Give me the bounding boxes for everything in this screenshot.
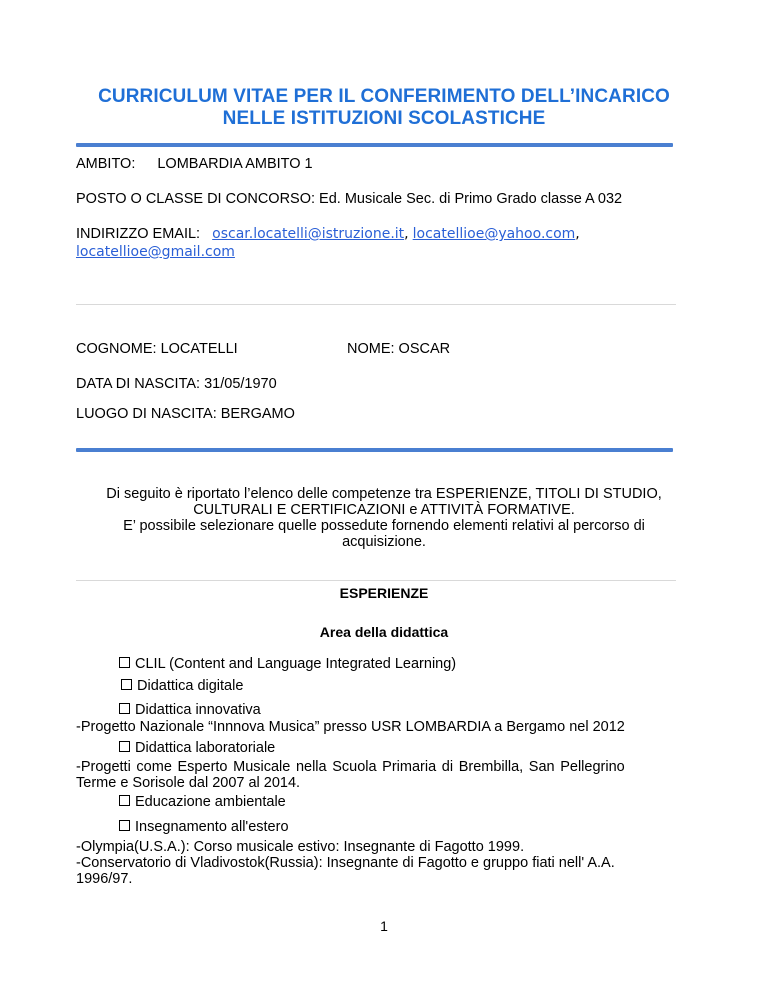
- cognome-field: COGNOME: LOCATELLI: [76, 341, 238, 357]
- laboratoriale-detail-line-1: -Progetti come Esperto Musicale nella Scuola Primaria di Brembilla, San Pellegrino: [76, 759, 625, 775]
- personal-divider: [76, 448, 673, 452]
- email-separator: ,: [404, 226, 409, 242]
- item-clil-label: CLIL (Content and Language Integrated Learning): [135, 656, 457, 672]
- estero-detail-line-3: 1996/97.: [76, 871, 133, 887]
- item-didattica-digitale[interactable]: [121, 677, 243, 695]
- item-didattica-innovativa[interactable]: [119, 701, 261, 719]
- checkbox-icon[interactable]: [119, 703, 130, 714]
- page-number: 1: [380, 918, 388, 934]
- checkbox-icon[interactable]: [119, 657, 130, 668]
- intro-line-3: E’ possibile selezionare quelle possedute fornendo elementi relativi al percorso di: [123, 518, 645, 534]
- laboratoriale-detail: [76, 759, 676, 791]
- email-row: [76, 225, 580, 243]
- item-clil[interactable]: [119, 655, 456, 673]
- item-insegnamento-estero[interactable]: [119, 818, 289, 836]
- ambito-value: LOMBARDIA AMBITO 1: [157, 156, 313, 172]
- title-line-2: NELLE ISTITUZIONI SCOLASTICHE: [222, 108, 546, 129]
- estero-detail-line-2: -Conservatorio di Vladivostok(Russia): Insegnante di Fagotto e gruppo fiati nell' A.A.: [76, 855, 615, 871]
- posto-row: POSTO O CLASSE DI CONCORSO: Ed. Musicale Sec. di Primo Grado classe A 032: [76, 191, 623, 207]
- luogo-nascita-field: LUOGO DI NASCITA: BERGAMO: [76, 406, 295, 422]
- section-heading: ESPERIENZE: [339, 585, 429, 601]
- item-laboratoriale-label: Didattica laboratoriale: [135, 740, 276, 756]
- title-divider: [76, 143, 673, 147]
- item-didattica-laboratoriale[interactable]: [119, 739, 275, 757]
- intro-line-4: acquisizione.: [342, 534, 426, 550]
- checkbox-icon[interactable]: [119, 795, 130, 806]
- email-link-gmail[interactable]: locatellioe@gmail.com: [76, 244, 235, 260]
- item-ambientale-label: Educazione ambientale: [135, 794, 286, 810]
- intro-line-1: Di seguito è riportato l’elenco delle competenze tra ESPERIENZE, TITOLI DI STUDIO,: [106, 486, 662, 502]
- email-link-yahoo[interactable]: locatellioe@yahoo.com: [412, 226, 576, 242]
- checkbox-icon[interactable]: [119, 741, 130, 752]
- ambito-label: AMBITO:: [76, 156, 136, 172]
- document-title: [60, 86, 708, 130]
- title-line-1: CURRICULUM VITAE PER IL CONFERIMENTO DELL’INCARICO: [98, 86, 670, 107]
- laboratoriale-detail-line-2: Terme e Sorisole dal 2007 al 2014.: [76, 775, 301, 791]
- email-separator: ,: [575, 226, 580, 242]
- intro-divider: [76, 580, 676, 581]
- intro-line-2: CULTURALI E CERTIFICAZIONI e ATTIVITÀ FORMATIVE.: [193, 502, 575, 518]
- estero-detail: [76, 839, 676, 887]
- item-estero-label: Insegnamento all'estero: [135, 819, 289, 835]
- email-row-continued: [76, 243, 235, 261]
- innovativa-detail: -Progetto Nazionale “Innnova Musica” presso USR LOMBARDIA a Bergamo nel 2012: [76, 719, 625, 735]
- intro-paragraph: [60, 486, 708, 550]
- estero-detail-line-1: -Olympia(U.S.A.): Corso musicale estivo: Insegnante di Fagotto 1999.: [76, 839, 525, 855]
- section-divider: [76, 304, 676, 305]
- item-educazione-ambientale[interactable]: [119, 793, 286, 811]
- checkbox-icon[interactable]: [119, 820, 130, 831]
- ambito-row: [76, 155, 313, 173]
- nome-field: NOME: OSCAR: [347, 341, 451, 357]
- email-label: INDIRIZZO EMAIL:: [76, 226, 201, 242]
- item-innovativa-label: Didattica innovativa: [135, 702, 261, 718]
- email-link-istruzione[interactable]: oscar.locatelli@istruzione.it: [212, 226, 405, 242]
- checkbox-icon[interactable]: [121, 679, 132, 690]
- section-subheading: Area della didattica: [319, 624, 449, 640]
- data-nascita-field: DATA DI NASCITA: 31/05/1970: [76, 376, 277, 392]
- item-digitale-label: Didattica digitale: [137, 678, 244, 694]
